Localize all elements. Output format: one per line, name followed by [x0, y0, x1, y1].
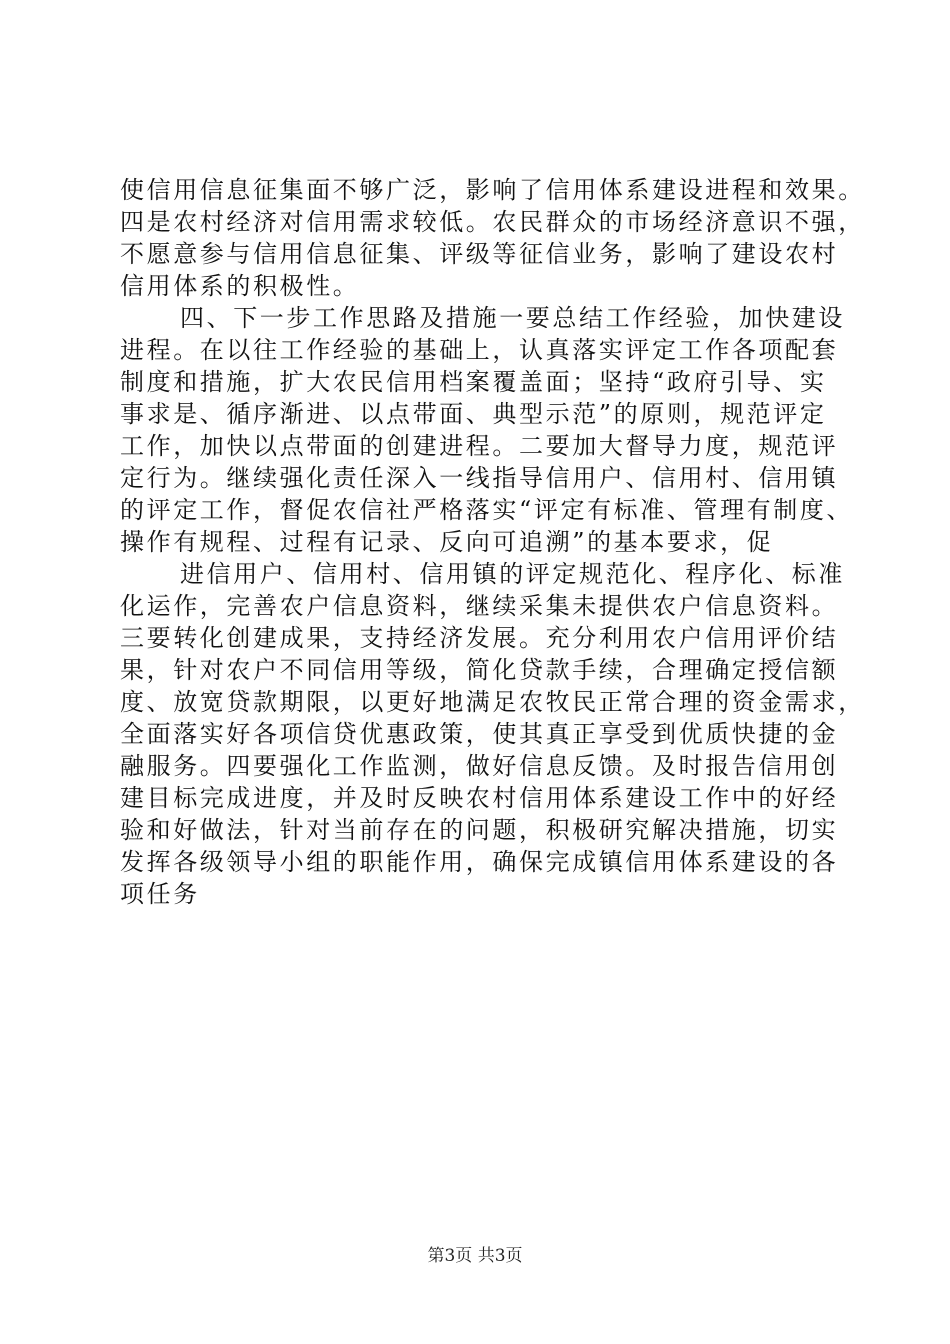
text-line: 制度和措施，扩大农民信用档案覆盖面；坚持“政府引导、实	[120, 368, 827, 396]
text-line: 事求是、循序渐进、以点带面、典型示范”的原则，规范评定	[120, 400, 827, 428]
text-line: 发挥各级领导小组的职能作用，确保完成镇信用体系建设的各	[120, 848, 839, 876]
text-line: 的评定工作，督促农信社严格落实“评定有标准、管理有制度、	[120, 496, 854, 524]
paragraph-first-line: 四、下一步工作思路及措施一要总结工作经验，加快建设	[180, 304, 845, 332]
text-line: 四是农村经济对信用需求较低。农民群众的市场经济意识不强，	[120, 208, 865, 236]
text-line: 操作有规程、过程有记录、反向可追溯”的基本要求，促	[120, 528, 774, 556]
text-line: 进程。在以往工作经验的基础上，认真落实评定工作各项配套	[120, 336, 839, 364]
paragraph-first-line: 进信用户、信用村、信用镇的评定规范化、程序化、标准	[180, 560, 845, 588]
text-line: 融服务。四要强化工作监测，做好信息反馈。及时报告信用创	[120, 752, 839, 780]
text-line: 度、放宽贷款期限，以更好地满足农牧民正常合理的资金需求，	[120, 688, 865, 716]
text-line: 定行为。继续强化责任深入一线指导信用户、信用村、信用镇	[120, 464, 839, 492]
text-line: 不愿意参与信用信息征集、评级等征信业务，影响了建设农村	[120, 240, 839, 268]
text-line: 化运作，完善农户信息资料，继续采集未提供农户信息资料。	[120, 592, 839, 620]
document-body	[120, 174, 865, 910]
text-line: 项任务	[120, 880, 200, 908]
text-line: 信用体系的积极性。	[120, 272, 360, 300]
text-line: 三要转化创建成果，支持经济发展。充分利用农户信用评价结	[120, 624, 839, 652]
text-line: 验和好做法，针对当前存在的问题，积极研究解决措施，切实	[120, 816, 839, 844]
text-line: 果，针对农户不同信用等级，简化贷款手续，合理确定授信额	[120, 656, 839, 684]
page-number-footer: 第3页 共3页	[427, 1246, 523, 1266]
text-line: 全面落实好各项信贷优惠政策，使其真正享受到优质快捷的金	[120, 720, 839, 748]
text-line: 工作，加快以点带面的创建进程。二要加大督导力度，规范评	[120, 432, 839, 460]
text-line: 使信用信息征集面不够广泛，影响了信用体系建设进程和效果。	[120, 176, 865, 204]
text-line: 建目标完成进度，并及时反映农村信用体系建设工作中的好经	[120, 784, 839, 812]
